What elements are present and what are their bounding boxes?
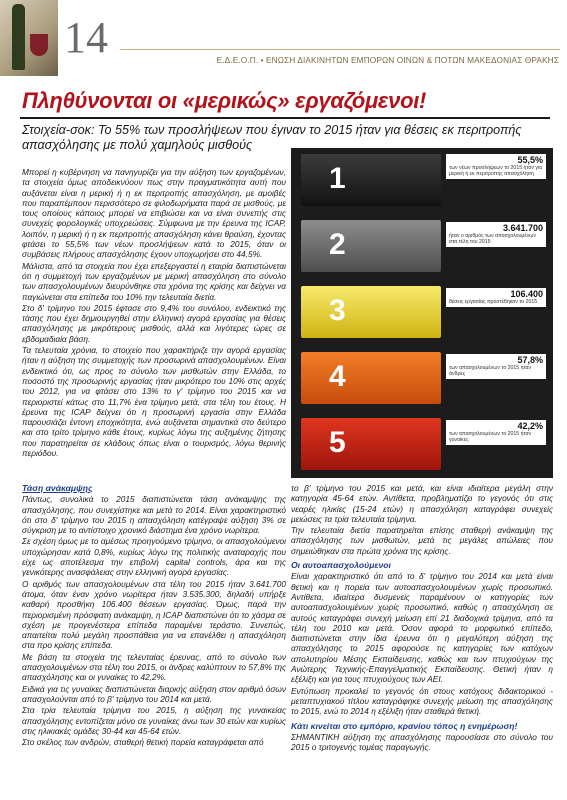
- stat-rank: 4: [329, 360, 346, 393]
- section-heading: Τάση ανάκαμψης: [22, 483, 93, 493]
- stat-bar-3: [301, 286, 441, 338]
- paragraph: Με βάση τα στοιχεία της τελευταίας έρευνας, από το σύνολο των απασχολουμένων στα τέλη του 2015, οι άνδρες καλύπτουν το 57,8% της απασχόλησης και οι γυναίκες το 42,2%.: [22, 651, 286, 683]
- left-text-column: [22, 483, 286, 748]
- paragraph: Την τελευταία διετία παρατηρείται επίσης σταθερή ανάκαμψη της απασχόλησης των μισθωτών, μετά τις μεγάλες απώλειες που σημειώθηκαν στα πρώτα χρόνια της κρίσης.: [291, 525, 553, 556]
- stat-label-3: [446, 288, 546, 307]
- stat-value: 106.400: [510, 289, 543, 299]
- paragraph: Ειδικά για τις γυναίκες διαπιστώνεται διαρκής αύξηση στον αριθμό όσων απασχολούνται από το β' τρίμηνο του 2014 και μετά.: [22, 683, 286, 704]
- stat-value: 57,8%: [517, 355, 543, 365]
- stat-description: ήταν ο αριθμός των απασχολουμένων στα τέλη του 2015: [449, 233, 536, 245]
- stat-value: 42,2%: [517, 421, 543, 431]
- paragraph: Μπορεί η κυβέρνηση να πανηγυρίζει για την αύξηση των εργαζομένων, τα στοιχεία όμως αποδεικνύουν πως στην πραγματικότητα αυτή που αυξάνεται είναι η μερική ή η εκ περιτροπής απασχόληση, με αμοιβές που παραπέμπουν περισσότερο σε φιλοδωρήματα παρά σε μισθούς, με τους οποίους κάποιος μπορεί να επιβιώσει και να είναι συνεπής στις συνεχείς φορολογικές υποχρεώσεις. Σύμφωνα με την έρευνα της ΙCAP, λοιπόν, η μερική ή η εκ περιτροπής απασχόληση κάνει θραύση, έχοντας φτάσει το 55,5% των νέων προσλήψεων κατά το 2015, όταν οι συμβάσεις πλήρους απασχόλησης έχουν υποχωρήσει στο 44,5%.: [22, 167, 286, 260]
- paragraph: Ο αριθμός των απασχολουμένων στα τέλη του 2015 ήταν 3.641.700 άτομα, όταν έναν χρόνο νωρίτερα ήταν 3.535.300, δηλαδή υπήρξε καθαρή προσθήκη 106.400 θέσεων εργασίας. Όμως, παρά την περιορισμένη πρόσφατη ανάκαμψη, η ΙCAP διαπιστώνει ότι το χάσμα σε σχέση με προγενέστερα επίπεδα παραμένει τεράστιο. Συνεπώς, απαιτείται πολύ μεγάλη προσπάθεια για να επανέλθει η απασχόληση στα προ κρίσης επίπεδα.: [22, 578, 286, 651]
- stat-bar-2: [301, 220, 441, 272]
- title-divider: [20, 117, 550, 119]
- paragraph: Στο σκέλος των ανδρών, σταθερή θετική πορεία καταγράφεται από: [22, 737, 264, 748]
- wine-glass-image: [30, 34, 48, 56]
- paragraph: Πάντως, συνολικά το 2015 διαπιστώνεται τάση ανάκαμψης της απασχόλησης, που συνεχίστηκε και μετά το 2014. Είναι χαρακτηριστικό ότι στο δ' τρίμηνο του 2015 η απασχόληση κατέγραψε αύξηση 3% σε σύγκριση με το αντίστοιχο χρονικό διάστημα ένα χρόνο νωρίτερα.: [22, 494, 286, 536]
- paragraph: Τα τελευταία χρόνια, το στοιχείο που χαρακτήριζε την αγορά εργασίας ήταν η αύξηση της συμμετοχής των προσωρινά απασχολουμένων. Είναι ενδεικτικό ότι, ως προς το σύνολο των μισθωτών στην Ελλάδα, το ποσοστό της προσωρινής εργασίας ήταν μικρότερο του 10% στις αρχές του 2012, για να φτάσει στο 13% το γ' τρίμηνο του 2015 και να περιοριστεί κάτως στο 11,7% ένα τρίμηνο μετά, στα τέλη του έτους. Η έρευνα της ΙCAP δείχνει ότι η προσωρινή εργασία στην Ελλάδα παρουσιάζει έντονη εποχικότητα, ενώ αυξάνεται σημαντικά στο δεύτερο και στο τρίτο τρίμηνο κάθε έτους, κυρίως λόγω της αυξημένης ζήτησης που παρατηρείται σε κλάδους όπως είναι ο τουρισμός, λόγω θερινής περιόδου.: [22, 345, 286, 459]
- paragraph: ΣΗΜΑΝΤΙΚΗ αύξηση της απασχόλησης παρουσίασε στο σύνολο του 2015 ο τριτογενής τομέας παραγωγής.: [291, 731, 553, 753]
- publisher-line: Ε.Δ.Ε.Ο.Π. • ΕΝΩΣΗ ΔΙΑΚΙΝΗΤΩΝ ΕΜΠΟΡΩΝ ΟΙΝΩΝ & ΠΟΤΩΝ ΜΑΚΕΔΟΝΙΑΣ ΘΡΑΚΗΣ: [216, 55, 559, 65]
- stat-value: 3.641.700: [502, 223, 543, 233]
- stat-description: θέσεις εργασίας προστέθηκαν το 2015: [449, 299, 538, 305]
- wine-photo: [0, 0, 58, 76]
- paragraph: Μάλιστα, από τα στοιχεία που έχει επεξεργαστεί η εταιρία διαπιστώνεται ότι η συμμετοχή των εργαζομένων με μερική απασχόληση στο σύνολο των απασχολουμένων διευρύνθηκε στα χρόνια της κρίσης και δείχνει να παγιώνεται στα επίπεδα του 10% την τελευταία διετία.: [22, 260, 286, 302]
- right-text-column: [291, 483, 553, 753]
- header-divider: [120, 49, 560, 50]
- paragraph: Στα τρία τελευταία τρίμηνα του 2015, η αύξηση της γυναικείας απασχόλησης εντοπίζεται μόνο σε γυναίκες άνω των 30 ετών και κυρίως στις ηλικιακές ομάδες 30-44 και 45-64 ετών.: [22, 705, 286, 736]
- wine-bottle-image: [12, 4, 25, 70]
- stat-value: 55,5%: [517, 155, 543, 165]
- article-subtitle: Στοιχεία-σοκ: Το 55% των προσλήψεων που έγιναν το 2015 ήταν για θέσεις εκ περιτροπής απασχόλησης με πολύ χαμηλούς μισθούς: [22, 123, 522, 152]
- stat-rank: 5: [329, 426, 346, 459]
- stat-description: των απασχολουμένων το 2015 ήταν γυναίκες: [449, 431, 532, 443]
- statistics-infographic: [291, 148, 553, 478]
- paragraph: το β' τρίμηνο του 2015 και μετά, και είναι ιδιαίτερα μεγάλη στην κατηγορία 45-64 ετών. Αντίθετα, προβληματίζει το γεγονός ότι στις νεαρές ηλικίες (15-24 ετών) η απασχόληση καταγράφει συνεχείς μειώσεις τα τρία τελευταία τρίμηνα.: [291, 483, 553, 524]
- stat-description: των νέων προσλήψεων το 2015 ήταν για μερική ή εκ περιτροπής απασχόληση: [449, 165, 543, 177]
- stat-rank: 3: [329, 294, 346, 327]
- stat-label-2: [446, 222, 546, 247]
- stat-description: των απασχολουμένων το 2015 ήταν άνδρες: [449, 365, 532, 377]
- stat-label-5: [446, 420, 546, 445]
- paragraph: Είναι χαρακτηριστικό ότι από το δ' τρίμηνο του 2014 και μετά είναι θετική και η πορεία των αυτοαπασχολουμένων χωρίς προσωπικό. Αντίθετα, ιδιαίτερα δυσμενείς παραμένουν οι κατηγορίες των αυτοαπασχολουμένων χωρίς προσωπικό, καθώς η απασχόληση σε αυτούς καταγράφει συνεχή μείωση επί 21 διαδοχικά τρίμηνα, από τα τέλη του 2010 και μετά. Όσον αφορά το μορφωτικό επίπεδο, διαπιστώνεται στην ίδια έρευνα ότι η μεγαλύτερη αύξηση της απασχόλησης το 2015 αφορούσε τις κατηγορίες των κατόχων απολυτηρίου Μέσης Εκπαίδευσης, καθώς και των πτυχιούχων της Ανώτερης Τεχνικής-Επαγγελματικής Εκπαίδευσης. Θετική ήταν η εξέλιξη και για τους πτυχιούχους των ΑΕΙ.: [291, 571, 553, 685]
- paragraph: Σε σχέση όμως με το αμέσως προηγούμενο τρίμηνο, οι απασχολούμενοι υποχώρησαν κατά 0,8%, κυρίως λόγω της πολιτικής αναταραχής που είχε ως αποτέλεσμα την επιβολή capital controls, άρα και της γενικότερης ανασφάλειας στην ελληνική αγορά εργασίας.: [22, 536, 286, 578]
- stat-label-4: [446, 354, 546, 379]
- stat-label-1: [446, 154, 546, 179]
- section-heading: Οι αυτοαπασχολούμενοι: [291, 560, 391, 571]
- section-heading: Κάτι κινείται στο εμπόριο, κρανίου τόπος η ενημέρωση!: [291, 720, 518, 731]
- article-title: Πληθύνονται οι «μερικώς» εργαζόμενοι!: [22, 88, 427, 113]
- page-header: [0, 0, 567, 78]
- stat-rank: 2: [329, 228, 346, 261]
- stat-bar-4: [301, 352, 441, 404]
- paragraph: Εντύπωση προκαλεί το γεγονός ότι στους κατόχους διδακτορικού - μεταπτυχιακού τίτλου καταγράφηκε συνεχής μείωση της απασχόλησης το 2015, ενώ το 2014 η εξέλιξη ήταν σταθερά θετική.: [291, 685, 553, 717]
- paragraph: Στο δ' τρίμηνο του 2015 έφτασε στο 9,4% του συνόλου, ενδεικτικό της τάσης που έχει δημιουργηθεί στην ελληνική αγορά εργασίας για θέσεις απασχόλησης με μικρότερους μισθούς, αλλά και λιγότερες ώρες σε εβδομαδιαία βάση.: [22, 302, 286, 344]
- stat-bar-1: [301, 154, 441, 206]
- stat-rank: 1: [329, 162, 346, 195]
- stat-bar-5: [301, 418, 441, 470]
- intro-text-column: [22, 167, 286, 459]
- page-number: 14: [64, 13, 108, 62]
